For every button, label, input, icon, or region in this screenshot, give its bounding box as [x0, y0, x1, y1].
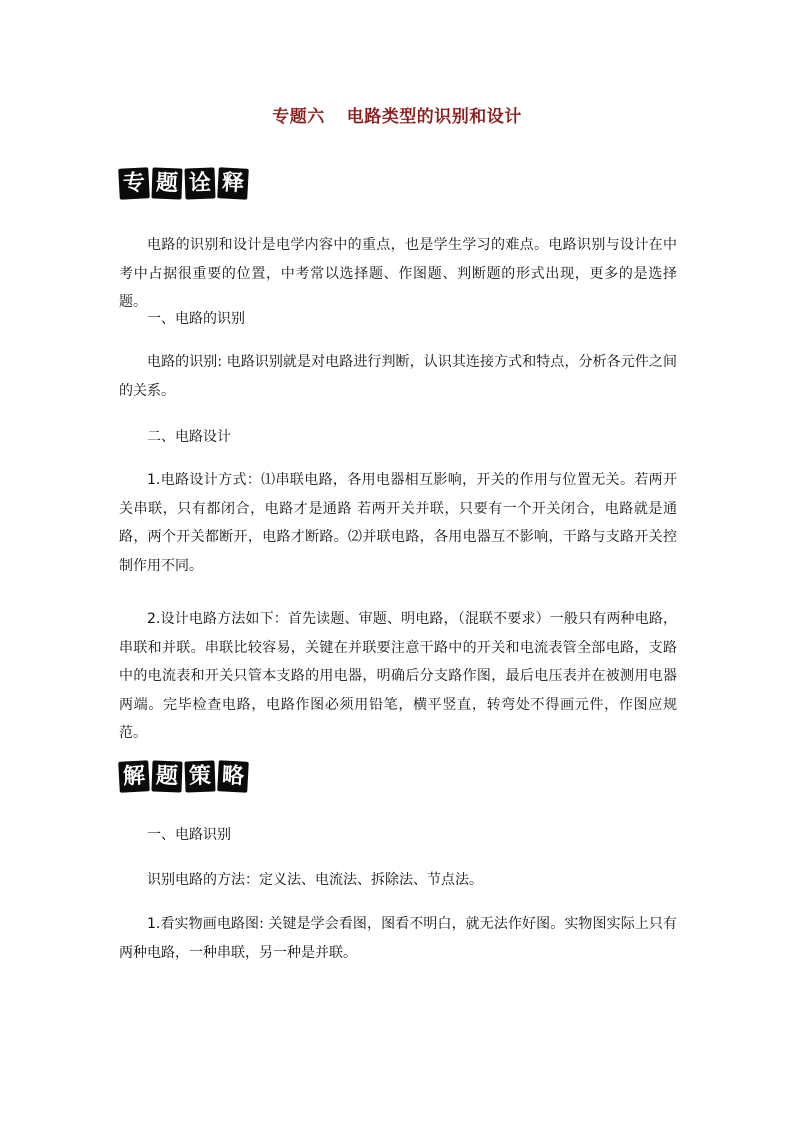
page-title	[0, 106, 794, 128]
section-badge-solving-strategy	[119, 761, 248, 792]
badge-char: 题	[151, 167, 182, 199]
paragraph-design-method-1: 1.电路设计方式：⑴串联电路，各用电器相互影响，开关的作用与位置无关。若两开关串联，只有都闭合，电路才是通路 若两开关并联，只要有一个开关闭合，电路就是通路，两个开关都断开，电路才断路。⑵并联电路，各用电器互不影响，干路与支路开关控制作用不同。	[119, 472, 677, 574]
badge-char: 诠	[184, 167, 215, 199]
heading-circuit-design: 二、电路设计	[147, 429, 231, 445]
badge-char: 解	[118, 760, 150, 793]
paragraph-design-method-2: 2.设计电路方法如下：首先读题、审题、明电路，（混联不要求）一般只有两种电路，串联和并联。串联比较容易，关键在并联要注意干路中的开关和电流表管全部电路，支路中的电流表和开关只管本支路的用电器，明确后分支路作图，最后电压表并在被测用电器两端。完毕检查电路，电路作图必须用铅笔，横平竖直，转弯处不得画元件，作图应规范。	[119, 611, 677, 741]
badge-char: 略	[217, 760, 249, 793]
section-badge-topic-explanation	[119, 168, 248, 199]
paragraph-physical-to-diagram: 1.看实物画电路图: 关键是学会看图，图看不明白，就无法作好图。实物图实际上只有两种电路，一种串联，另一种是并联。	[119, 916, 677, 961]
intro-paragraph: 电路的识别和设计是电学内容中的重点，也是学生学习的难点。电路识别与设计在中考中占据很重要的位置，中考常以选择题、作图题、判断题的形式出现，更多的是选择题。	[119, 237, 677, 310]
badge-char: 题	[151, 760, 182, 792]
paragraph-identify-methods: 识别电路的方法：定义法、电流法、拆除法、节点法。	[147, 872, 483, 888]
title-topic-name: 电路类型的识别和设计	[346, 107, 522, 127]
badge-char: 策	[184, 760, 215, 792]
heading-circuit-identification: 一、电路的识别	[147, 311, 245, 327]
badge-char: 释	[217, 167, 249, 200]
heading-circuit-identify: 一、电路识别	[147, 827, 231, 843]
title-topic-number: 专题六	[272, 107, 325, 127]
badge-char: 专	[118, 167, 150, 200]
paragraph-identification: 电路的识别: 电路识别就是对电路进行判断，认识其连接方式和特点，分析各元件之间的关系。	[119, 354, 677, 399]
